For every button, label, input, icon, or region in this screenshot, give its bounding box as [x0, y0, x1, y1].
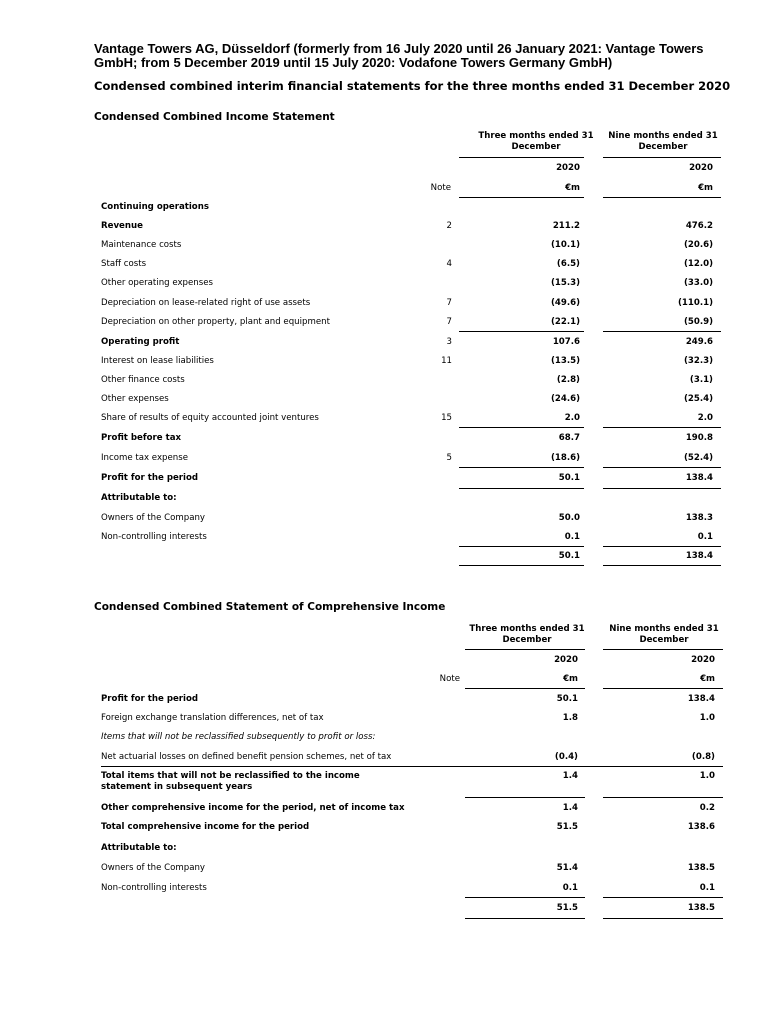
ci-col1-header: Three months ended 31 December: [469, 624, 585, 645]
ci-row-label: Foreign exchange translation differences, net of tax: [101, 713, 324, 723]
is-row-label: Share of results of equity accounted joint ventures: [101, 413, 319, 423]
ci-row-label: Total items that will not be reclassified to the income statement in subsequent years: [101, 771, 360, 792]
is-row-note: 5: [446, 453, 452, 463]
is-col2-unit-rule: [603, 197, 721, 198]
is-row-value-9m: 190.8: [685, 433, 713, 443]
is-row-value-9m: (3.1): [689, 375, 713, 385]
is-subtotal-rule: [459, 331, 584, 332]
is-col1-header: Three months ended 31 December: [478, 131, 594, 152]
ci-row-label: Attributable to:: [101, 843, 177, 853]
is-row-note: 3: [446, 337, 452, 347]
ci-row-value-9m: 1.0: [699, 713, 715, 723]
is-row-label: Depreciation on lease-related right of use assets: [101, 298, 311, 308]
is-row-label: Continuing operations: [101, 202, 209, 212]
ci-subtotal-rule: [603, 897, 723, 898]
ci-statement-title: Condensed Combined Statement of Comprehensive Income: [94, 601, 446, 613]
is-row-value-9m: 138.3: [685, 513, 713, 523]
is-note-header: Note: [430, 183, 451, 193]
is-row-note: 15: [441, 413, 452, 423]
is-col2-header-rule: [603, 157, 721, 158]
ci-col1-header-rule: [465, 649, 585, 650]
is-row-note: 7: [446, 317, 452, 327]
ci-final-rule: [465, 918, 585, 919]
is-subtotal-rule: [603, 331, 721, 332]
ci-row-label: Non-controlling interests: [101, 883, 207, 893]
ci-row-value-3m: 1.8: [562, 713, 578, 723]
ci-subtotal-rule: [603, 797, 723, 798]
ci-row-value-3m: (0.4): [554, 752, 578, 762]
is-final-rule: [603, 565, 721, 566]
ci-row-value-3m: 1.4: [562, 771, 578, 781]
ci-col2-header-rule: [603, 649, 723, 650]
is-row-label: Income tax expense: [101, 453, 188, 463]
is-row-value-9m: (25.4): [683, 394, 713, 404]
is-row-label: Owners of the Company: [101, 513, 206, 523]
ci-total-value-3m: 51.5: [556, 903, 578, 913]
is-row-label: Other finance costs: [101, 375, 185, 385]
ci-row-value-9m: 1.0: [699, 771, 715, 781]
is-row-label: Maintenance costs: [101, 240, 182, 250]
is-row-value-9m: (50.9): [683, 317, 713, 327]
is-row-value-9m: (20.6): [683, 240, 713, 250]
ci-col1-unit-rule: [465, 688, 585, 689]
is-row-note: 11: [441, 356, 452, 366]
ci-row-label: Profit for the period: [101, 694, 199, 704]
is-subtotal-rule: [459, 427, 584, 428]
ci-row-label: Items that will not be reclassified subsequently to profit or loss:: [101, 732, 376, 742]
is-total-value-3m: 50.1: [558, 551, 580, 561]
is-col2-year: 2020: [689, 163, 713, 173]
is-row-value-3m: 50.0: [558, 513, 580, 523]
is-subtotal-rule: [603, 427, 721, 428]
is-row-label: Non-controlling interests: [101, 532, 207, 542]
is-subtotal-rule: [603, 546, 721, 547]
is-row-value-3m: (10.1): [550, 240, 580, 250]
is-row-value-3m: (6.5): [556, 259, 580, 269]
ci-row-value-3m: 51.4: [556, 863, 578, 873]
income-statement-title: Condensed Combined Income Statement: [94, 111, 335, 123]
is-row-value-3m: (22.1): [550, 317, 580, 327]
is-row-label: Other operating expenses: [101, 278, 213, 288]
ci-row-value-3m: 1.4: [562, 803, 578, 813]
is-row-value-9m: 0.1: [697, 532, 713, 542]
document-subtitle: Condensed combined interim financial statements for the three months ended 31 December 2020: [94, 79, 731, 93]
is-col1-unit: €m: [565, 183, 580, 193]
ci-subtotal-rule: [101, 766, 723, 767]
is-row-label: Staff costs: [101, 259, 147, 269]
is-col2-unit: €m: [698, 183, 713, 193]
is-row-label: Profit before tax: [101, 433, 182, 443]
is-col1-year: 2020: [556, 163, 580, 173]
ci-row-label: Other comprehensive income for the period, net of income tax: [101, 803, 405, 813]
is-row-value-9m: (110.1): [677, 298, 713, 308]
ci-row-value-9m: 138.4: [687, 694, 715, 704]
ci-row-value-9m: 138.6: [687, 822, 715, 832]
ci-col2-year: 2020: [691, 655, 715, 665]
ci-row-value-9m: (0.8): [691, 752, 715, 762]
ci-subtotal-rule: [465, 897, 585, 898]
is-row-label: Operating profit: [101, 337, 180, 347]
is-row-value-9m: (52.4): [683, 453, 713, 463]
is-row-value-3m: 50.1: [558, 473, 580, 483]
is-row-label: Other expenses: [101, 394, 169, 404]
is-total-rule: [459, 488, 584, 489]
is-row-value-9m: 2.0: [697, 413, 713, 423]
is-col1-header-rule: [459, 157, 584, 158]
ci-row-value-9m: 0.2: [699, 803, 715, 813]
is-row-label: Profit for the period: [101, 473, 199, 483]
ci-col2-unit: €m: [700, 674, 715, 684]
is-row-value-9m: (32.3): [683, 356, 713, 366]
is-row-value-3m: (24.6): [550, 394, 580, 404]
ci-subtotal-rule: [465, 797, 585, 798]
ci-row-label: Owners of the Company: [101, 863, 206, 873]
is-row-label: Depreciation on other property, plant and equipment: [101, 317, 330, 327]
ci-col1-unit: €m: [563, 674, 578, 684]
ci-row-value-3m: 51.5: [556, 822, 578, 832]
ci-final-rule: [603, 918, 723, 919]
ci-note-header: Note: [439, 674, 460, 684]
is-col1-unit-rule: [459, 197, 584, 198]
is-row-label: Revenue: [101, 221, 143, 231]
is-subtotal-rule: [459, 467, 584, 468]
is-row-value-9m: 249.6: [685, 337, 713, 347]
ci-row-value-9m: 138.5: [687, 863, 715, 873]
ci-col2-header: Nine months ended 31 December: [609, 624, 719, 645]
ci-row-value-3m: 0.1: [562, 883, 578, 893]
is-row-note: 4: [446, 259, 452, 269]
is-row-value-3m: 211.2: [552, 221, 580, 231]
is-row-value-3m: (18.6): [550, 453, 580, 463]
ci-row-value-9m: 0.1: [699, 883, 715, 893]
is-row-value-9m: (12.0): [683, 259, 713, 269]
is-row-value-3m: 68.7: [558, 433, 580, 443]
is-row-value-3m: (15.3): [550, 278, 580, 288]
ci-row-value-3m: 50.1: [556, 694, 578, 704]
is-total-value-9m: 138.4: [685, 551, 713, 561]
ci-row-label: Total comprehensive income for the period: [101, 822, 310, 832]
is-row-label: Attributable to:: [101, 493, 177, 503]
is-row-value-9m: 138.4: [685, 473, 713, 483]
is-row-value-3m: (49.6): [550, 298, 580, 308]
is-row-note: 2: [446, 221, 452, 231]
is-row-value-9m: (33.0): [683, 278, 713, 288]
is-row-value-3m: 2.0: [564, 413, 580, 423]
ci-row-label: Net actuarial losses on defined benefit pension schemes, net of tax: [101, 752, 392, 762]
is-row-value-3m: 0.1: [564, 532, 580, 542]
is-col2-header: Nine months ended 31 December: [608, 131, 718, 152]
is-subtotal-rule: [603, 467, 721, 468]
is-row-value-3m: (13.5): [550, 356, 580, 366]
ci-col1-year: 2020: [554, 655, 578, 665]
is-row-value-3m: 107.6: [552, 337, 580, 347]
is-subtotal-rule: [459, 546, 584, 547]
document-title: Vantage Towers AG, Düsseldorf (formerly from 16 July 2020 until 26 January 2021: Vantage Towers GmbH; from 5 December 2019 until 15 July 2020: Vodafone Towers Germany GmbH): [94, 41, 704, 70]
is-total-rule: [603, 488, 721, 489]
is-final-rule: [459, 565, 584, 566]
is-row-label: Interest on lease liabilities: [101, 356, 214, 366]
is-row-value-3m: (2.8): [556, 375, 580, 385]
is-row-note: 7: [446, 298, 452, 308]
ci-total-value-9m: 138.5: [687, 903, 715, 913]
is-row-value-9m: 476.2: [685, 221, 713, 231]
ci-col2-unit-rule: [603, 688, 723, 689]
